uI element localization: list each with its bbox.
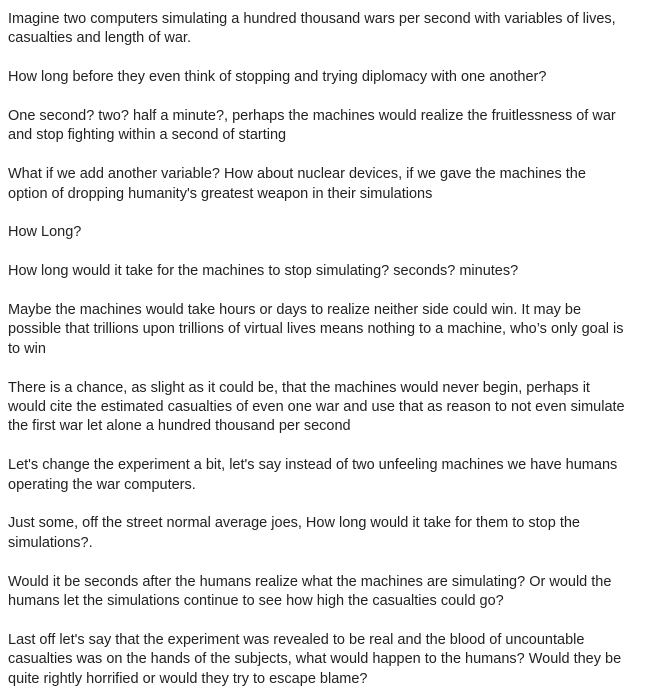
paragraph-2: How long before they even think of stopping and trying diplomacy with one another? — [8, 69, 547, 86]
paragraph-1: Imagine two computers simulating a hundred thousand wars per second with variables of lives, casualties and length of war. — [8, 11, 616, 47]
paragraph-9: Let's change the experiment a bit, let's say instead of two unfeeling machines we have humans operating the war computers. — [8, 457, 618, 493]
paragraph-5: How Long? — [8, 224, 82, 241]
paragraph-6: How long would it take for the machines to stop simulating? seconds? minutes? — [8, 263, 519, 280]
paragraph-12: Last off let's say that the experiment was revealed to be real and the blood of uncountable casualties was on the hands of the subjects, what would happen to the humans? Would they be quite rightly horrified or would they try to escape blame? — [8, 631, 622, 687]
paragraph-3: One second? two? half a minute?, perhaps the machines would realize the fruitlessness of war and stop fighting within a second of starting — [8, 108, 616, 144]
paragraph-4: What if we add another variable? How about nuclear devices, if we gave the machines the option of dropping humanity's greatest weapon in their simulations — [8, 166, 586, 202]
paragraph-7: Maybe the machines would take hours or days to realize neither side could win. It may be possible that trillions upon trillions of virtual lives means nothing to a machine, who’s only goal is to win — [8, 302, 624, 357]
paragraph-8: There is a chance, as slight as it could be, that the machines would never begin, perhaps it would cite the estimated casualties of even one war and use that as reason to not even simulate the first war let alone a hundred thousand per second — [8, 379, 625, 435]
paragraph-11: Would it be seconds after the humans realize what the machines are simulating? Or would the humans let the simulations continue to see how high the casualties could go? — [8, 573, 612, 610]
paragraph-10: Just some, off the street normal average joes, How long would it take for them to stop the simulations?. — [8, 515, 580, 551]
